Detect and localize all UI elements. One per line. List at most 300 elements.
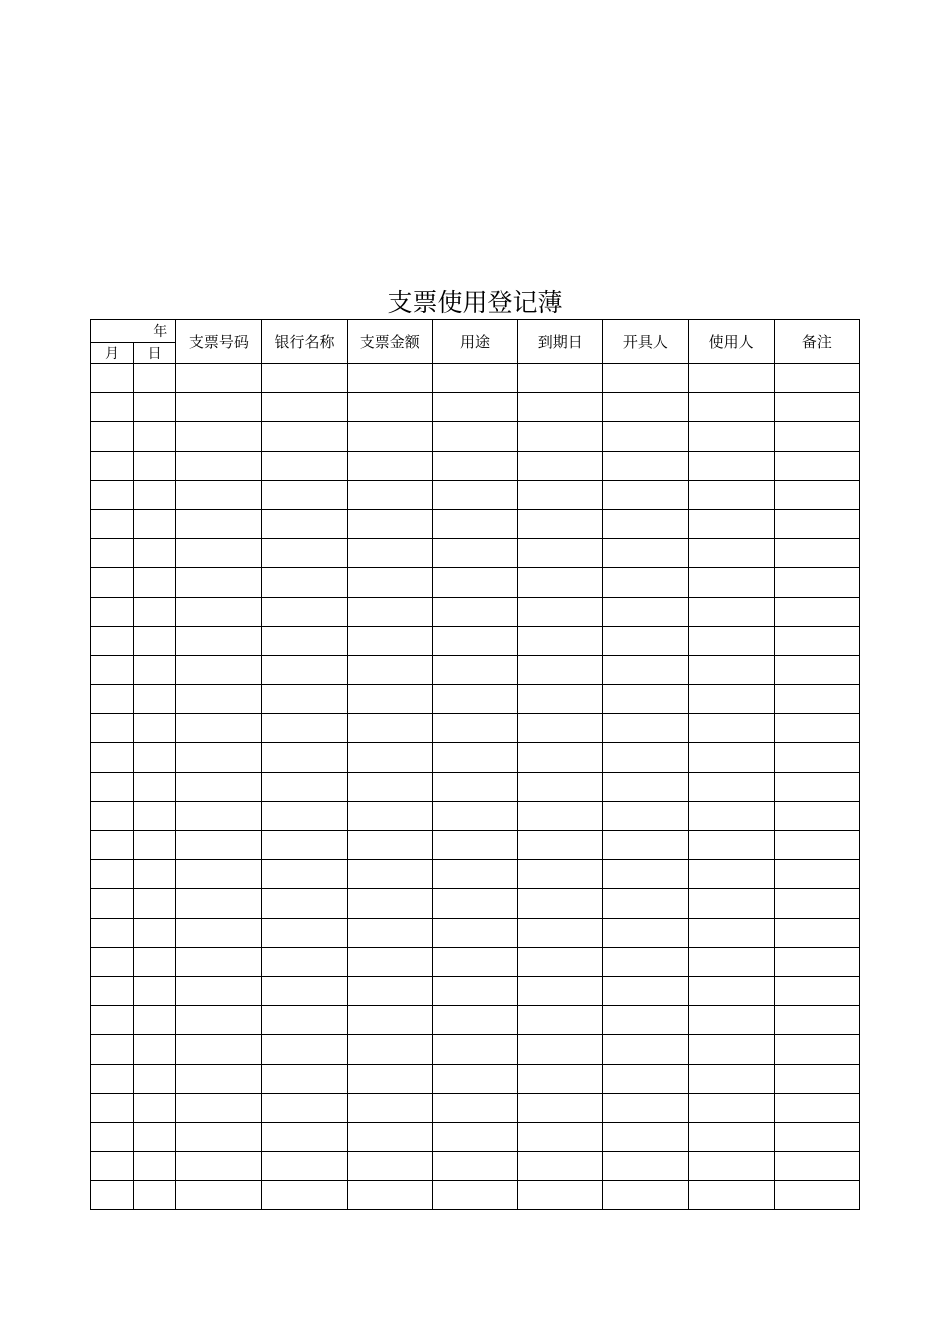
cell-cheque-amount[interactable] [347,772,432,801]
cell-remarks[interactable] [774,480,859,509]
cell-purpose[interactable] [432,831,517,860]
cell-bank-name[interactable] [262,947,347,976]
cell-bank-name[interactable] [262,714,347,743]
cell-remarks[interactable] [774,422,859,451]
cell-remarks[interactable] [774,918,859,947]
cell-month[interactable] [91,626,134,655]
cell-cheque-amount[interactable] [347,801,432,830]
cell-user[interactable] [688,1122,774,1151]
cell-month[interactable] [91,509,134,538]
cell-user[interactable] [688,1064,774,1093]
cell-bank-name[interactable] [262,1122,347,1151]
cell-purpose[interactable] [432,714,517,743]
cell-bank-name[interactable] [262,480,347,509]
cell-issuer[interactable] [603,743,688,772]
cell-bank-name[interactable] [262,568,347,597]
cell-remarks[interactable] [774,626,859,655]
cell-month[interactable] [91,1093,134,1122]
cell-remarks[interactable] [774,860,859,889]
cell-bank-name[interactable] [262,393,347,422]
cell-month[interactable] [91,480,134,509]
cell-remarks[interactable] [774,801,859,830]
cell-user[interactable] [688,422,774,451]
cell-day[interactable] [134,1064,176,1093]
cell-user[interactable] [688,393,774,422]
cell-purpose[interactable] [432,451,517,480]
cell-cheque-amount[interactable] [347,597,432,626]
cell-issuer[interactable] [603,918,688,947]
cell-user[interactable] [688,831,774,860]
cell-remarks[interactable] [774,364,859,393]
cell-cheque-amount[interactable] [347,685,432,714]
cell-bank-name[interactable] [262,626,347,655]
cell-remarks[interactable] [774,1122,859,1151]
cell-bank-name[interactable] [262,860,347,889]
cell-issuer[interactable] [603,451,688,480]
cell-month[interactable] [91,597,134,626]
cell-user[interactable] [688,947,774,976]
cell-bank-name[interactable] [262,539,347,568]
cell-purpose[interactable] [432,1035,517,1064]
cell-purpose[interactable] [432,655,517,684]
cell-day[interactable] [134,1152,176,1181]
cell-issuer[interactable] [603,1122,688,1151]
cell-month[interactable] [91,860,134,889]
cell-cheque-number[interactable] [176,1181,262,1210]
cell-cheque-number[interactable] [176,860,262,889]
cell-due-date[interactable] [518,1035,603,1064]
cell-purpose[interactable] [432,1006,517,1035]
cell-day[interactable] [134,655,176,684]
cell-remarks[interactable] [774,451,859,480]
cell-issuer[interactable] [603,422,688,451]
cell-cheque-amount[interactable] [347,480,432,509]
cell-month[interactable] [91,1122,134,1151]
cell-user[interactable] [688,1006,774,1035]
cell-issuer[interactable] [603,480,688,509]
cell-purpose[interactable] [432,860,517,889]
cell-purpose[interactable] [432,597,517,626]
cell-cheque-number[interactable] [176,772,262,801]
cell-due-date[interactable] [518,597,603,626]
cell-bank-name[interactable] [262,1152,347,1181]
cell-cheque-number[interactable] [176,655,262,684]
cell-cheque-amount[interactable] [347,889,432,918]
cell-due-date[interactable] [518,422,603,451]
cell-day[interactable] [134,947,176,976]
cell-cheque-number[interactable] [176,714,262,743]
cell-issuer[interactable] [603,889,688,918]
cell-month[interactable] [91,655,134,684]
cell-cheque-amount[interactable] [347,539,432,568]
cell-day[interactable] [134,772,176,801]
cell-issuer[interactable] [603,1093,688,1122]
cell-issuer[interactable] [603,714,688,743]
cell-cheque-number[interactable] [176,364,262,393]
cell-user[interactable] [688,626,774,655]
cell-purpose[interactable] [432,889,517,918]
cell-due-date[interactable] [518,1152,603,1181]
cell-issuer[interactable] [603,539,688,568]
cell-day[interactable] [134,831,176,860]
cell-issuer[interactable] [603,1006,688,1035]
cell-day[interactable] [134,976,176,1005]
cell-due-date[interactable] [518,655,603,684]
cell-remarks[interactable] [774,393,859,422]
cell-issuer[interactable] [603,1035,688,1064]
cell-due-date[interactable] [518,1093,603,1122]
cell-cheque-amount[interactable] [347,714,432,743]
cell-cheque-number[interactable] [176,539,262,568]
cell-cheque-number[interactable] [176,743,262,772]
cell-due-date[interactable] [518,568,603,597]
cell-issuer[interactable] [603,860,688,889]
cell-day[interactable] [134,480,176,509]
cell-bank-name[interactable] [262,772,347,801]
cell-day[interactable] [134,1122,176,1151]
cell-month[interactable] [91,364,134,393]
cell-cheque-number[interactable] [176,947,262,976]
cell-cheque-number[interactable] [176,480,262,509]
cell-cheque-amount[interactable] [347,1152,432,1181]
cell-remarks[interactable] [774,1064,859,1093]
cell-month[interactable] [91,889,134,918]
cell-cheque-amount[interactable] [347,509,432,538]
cell-user[interactable] [688,889,774,918]
cell-purpose[interactable] [432,509,517,538]
cell-cheque-amount[interactable] [347,860,432,889]
cell-bank-name[interactable] [262,1006,347,1035]
cell-issuer[interactable] [603,947,688,976]
cell-bank-name[interactable] [262,655,347,684]
cell-day[interactable] [134,422,176,451]
cell-month[interactable] [91,568,134,597]
cell-purpose[interactable] [432,568,517,597]
cell-month[interactable] [91,831,134,860]
cell-issuer[interactable] [603,597,688,626]
cell-cheque-number[interactable] [176,889,262,918]
cell-bank-name[interactable] [262,509,347,538]
cheque-register-table [90,319,860,1210]
cell-bank-name[interactable] [262,364,347,393]
cell-cheque-number[interactable] [176,976,262,1005]
cell-issuer[interactable] [603,1064,688,1093]
cell-cheque-amount[interactable] [347,831,432,860]
cell-cheque-number[interactable] [176,509,262,538]
cell-month[interactable] [91,1035,134,1064]
cell-cheque-amount[interactable] [347,393,432,422]
cell-due-date[interactable] [518,364,603,393]
table-row [91,831,860,860]
cell-purpose[interactable] [432,947,517,976]
cell-bank-name[interactable] [262,918,347,947]
cell-user[interactable] [688,597,774,626]
cell-day[interactable] [134,451,176,480]
cell-cheque-number[interactable] [176,1064,262,1093]
cell-cheque-amount[interactable] [347,743,432,772]
cell-due-date[interactable] [518,393,603,422]
cell-day[interactable] [134,889,176,918]
cell-due-date[interactable] [518,509,603,538]
cell-due-date[interactable] [518,714,603,743]
cell-cheque-amount[interactable] [347,451,432,480]
cell-purpose[interactable] [432,772,517,801]
table-row [91,364,860,393]
cell-user[interactable] [688,655,774,684]
cell-user[interactable] [688,509,774,538]
cell-cheque-amount[interactable] [347,947,432,976]
cell-user[interactable] [688,568,774,597]
cell-bank-name[interactable] [262,451,347,480]
cell-cheque-number[interactable] [176,422,262,451]
cell-cheque-amount[interactable] [347,1122,432,1151]
cell-month[interactable] [91,714,134,743]
cell-cheque-number[interactable] [176,918,262,947]
cell-cheque-number[interactable] [176,801,262,830]
cell-remarks[interactable] [774,947,859,976]
cell-cheque-number[interactable] [176,451,262,480]
cell-user[interactable] [688,480,774,509]
cell-issuer[interactable] [603,509,688,538]
cell-cheque-number[interactable] [176,1093,262,1122]
cell-remarks[interactable] [774,772,859,801]
cell-due-date[interactable] [518,947,603,976]
cell-due-date[interactable] [518,743,603,772]
cell-issuer[interactable] [603,831,688,860]
cell-cheque-number[interactable] [176,568,262,597]
cell-bank-name[interactable] [262,743,347,772]
cell-cheque-amount[interactable] [347,1006,432,1035]
cell-day[interactable] [134,568,176,597]
cell-day[interactable] [134,714,176,743]
cell-day[interactable] [134,509,176,538]
cell-day[interactable] [134,539,176,568]
cell-user[interactable] [688,685,774,714]
cell-bank-name[interactable] [262,831,347,860]
cell-remarks[interactable] [774,1093,859,1122]
cell-due-date[interactable] [518,1064,603,1093]
cell-user[interactable] [688,918,774,947]
cell-due-date[interactable] [518,860,603,889]
cell-bank-name[interactable] [262,1064,347,1093]
cell-cheque-amount[interactable] [347,422,432,451]
cell-month[interactable] [91,801,134,830]
cell-purpose[interactable] [432,1064,517,1093]
cell-issuer[interactable] [603,1152,688,1181]
cell-cheque-amount[interactable] [347,918,432,947]
cell-cheque-amount[interactable] [347,1181,432,1210]
cell-cheque-amount[interactable] [347,568,432,597]
cell-day[interactable] [134,801,176,830]
cell-issuer[interactable] [603,772,688,801]
cell-due-date[interactable] [518,451,603,480]
cell-month[interactable] [91,422,134,451]
cell-user[interactable] [688,1181,774,1210]
cell-purpose[interactable] [432,1093,517,1122]
cell-purpose[interactable] [432,1152,517,1181]
cell-user[interactable] [688,364,774,393]
cell-issuer[interactable] [603,976,688,1005]
cell-cheque-amount[interactable] [347,1035,432,1064]
cell-month[interactable] [91,918,134,947]
cell-user[interactable] [688,976,774,1005]
header-bank-name: 银行名称 [262,320,347,364]
cell-cheque-amount[interactable] [347,626,432,655]
table-row [91,860,860,889]
cell-remarks[interactable] [774,889,859,918]
cell-month[interactable] [91,1006,134,1035]
cell-month[interactable] [91,1152,134,1181]
cell-bank-name[interactable] [262,1093,347,1122]
cell-due-date[interactable] [518,539,603,568]
cell-remarks[interactable] [774,1035,859,1064]
cell-month[interactable] [91,451,134,480]
cell-day[interactable] [134,597,176,626]
cell-remarks[interactable] [774,597,859,626]
cell-cheque-amount[interactable] [347,1064,432,1093]
cell-bank-name[interactable] [262,801,347,830]
cell-bank-name[interactable] [262,597,347,626]
header-row-top [91,320,860,343]
cell-purpose[interactable] [432,1122,517,1151]
cell-cheque-amount[interactable] [347,655,432,684]
cell-purpose[interactable] [432,422,517,451]
cell-cheque-amount[interactable] [347,1093,432,1122]
cell-issuer[interactable] [603,655,688,684]
cell-cheque-number[interactable] [176,1035,262,1064]
cell-month[interactable] [91,947,134,976]
cell-cheque-number[interactable] [176,1006,262,1035]
cell-remarks[interactable] [774,831,859,860]
cell-cheque-amount[interactable] [347,976,432,1005]
cell-issuer[interactable] [603,568,688,597]
cell-remarks[interactable] [774,539,859,568]
table-row [91,1093,860,1122]
cell-remarks[interactable] [774,655,859,684]
table-row [91,568,860,597]
cell-issuer[interactable] [603,801,688,830]
cell-user[interactable] [688,860,774,889]
cell-cheque-number[interactable] [176,1152,262,1181]
cell-purpose[interactable] [432,1181,517,1210]
cell-bank-name[interactable] [262,422,347,451]
cell-due-date[interactable] [518,772,603,801]
table-row [91,918,860,947]
cell-remarks[interactable] [774,685,859,714]
cell-remarks[interactable] [774,1006,859,1035]
cell-cheque-number[interactable] [176,393,262,422]
cell-purpose[interactable] [432,685,517,714]
cell-day[interactable] [134,364,176,393]
table-row [91,1064,860,1093]
cell-issuer[interactable] [603,626,688,655]
cell-user[interactable] [688,1093,774,1122]
cell-bank-name[interactable] [262,889,347,918]
cell-day[interactable] [134,685,176,714]
cell-issuer[interactable] [603,364,688,393]
cell-user[interactable] [688,743,774,772]
cell-purpose[interactable] [432,626,517,655]
cell-due-date[interactable] [518,889,603,918]
cell-day[interactable] [134,626,176,655]
cell-user[interactable] [688,714,774,743]
cell-purpose[interactable] [432,364,517,393]
cell-due-date[interactable] [518,1006,603,1035]
cell-remarks[interactable] [774,976,859,1005]
cell-month[interactable] [91,393,134,422]
cell-remarks[interactable] [774,743,859,772]
cell-remarks[interactable] [774,1181,859,1210]
cell-due-date[interactable] [518,918,603,947]
cell-bank-name[interactable] [262,1181,347,1210]
cell-issuer[interactable] [603,685,688,714]
cell-cheque-number[interactable] [176,685,262,714]
cell-due-date[interactable] [518,1181,603,1210]
cell-user[interactable] [688,1035,774,1064]
cell-user[interactable] [688,1152,774,1181]
cell-month[interactable] [91,743,134,772]
cell-issuer[interactable] [603,1181,688,1210]
cell-user[interactable] [688,772,774,801]
cell-user[interactable] [688,451,774,480]
cell-due-date[interactable] [518,480,603,509]
cell-day[interactable] [134,1006,176,1035]
cell-day[interactable] [134,1093,176,1122]
cell-bank-name[interactable] [262,685,347,714]
cell-bank-name[interactable] [262,1035,347,1064]
cell-month[interactable] [91,1181,134,1210]
cell-issuer[interactable] [603,393,688,422]
cell-purpose[interactable] [432,539,517,568]
cell-day[interactable] [134,393,176,422]
cell-remarks[interactable] [774,568,859,597]
cell-day[interactable] [134,1035,176,1064]
cell-bank-name[interactable] [262,976,347,1005]
cell-due-date[interactable] [518,1122,603,1151]
cell-remarks[interactable] [774,714,859,743]
cell-due-date[interactable] [518,626,603,655]
cell-day[interactable] [134,918,176,947]
cell-day[interactable] [134,1181,176,1210]
cell-purpose[interactable] [432,976,517,1005]
cell-remarks[interactable] [774,509,859,538]
cell-due-date[interactable] [518,801,603,830]
cell-purpose[interactable] [432,918,517,947]
cell-cheque-amount[interactable] [347,364,432,393]
cell-month[interactable] [91,685,134,714]
cell-day[interactable] [134,743,176,772]
cell-month[interactable] [91,976,134,1005]
cell-remarks[interactable] [774,1152,859,1181]
cell-day[interactable] [134,860,176,889]
cell-due-date[interactable] [518,685,603,714]
cell-purpose[interactable] [432,393,517,422]
cell-user[interactable] [688,801,774,830]
cell-due-date[interactable] [518,831,603,860]
cell-purpose[interactable] [432,480,517,509]
cell-purpose[interactable] [432,743,517,772]
cell-cheque-number[interactable] [176,597,262,626]
cell-cheque-number[interactable] [176,1122,262,1151]
cell-month[interactable] [91,1064,134,1093]
cell-user[interactable] [688,539,774,568]
cell-cheque-number[interactable] [176,626,262,655]
cell-purpose[interactable] [432,801,517,830]
cell-due-date[interactable] [518,976,603,1005]
cell-month[interactable] [91,539,134,568]
cell-cheque-number[interactable] [176,831,262,860]
cell-month[interactable] [91,772,134,801]
